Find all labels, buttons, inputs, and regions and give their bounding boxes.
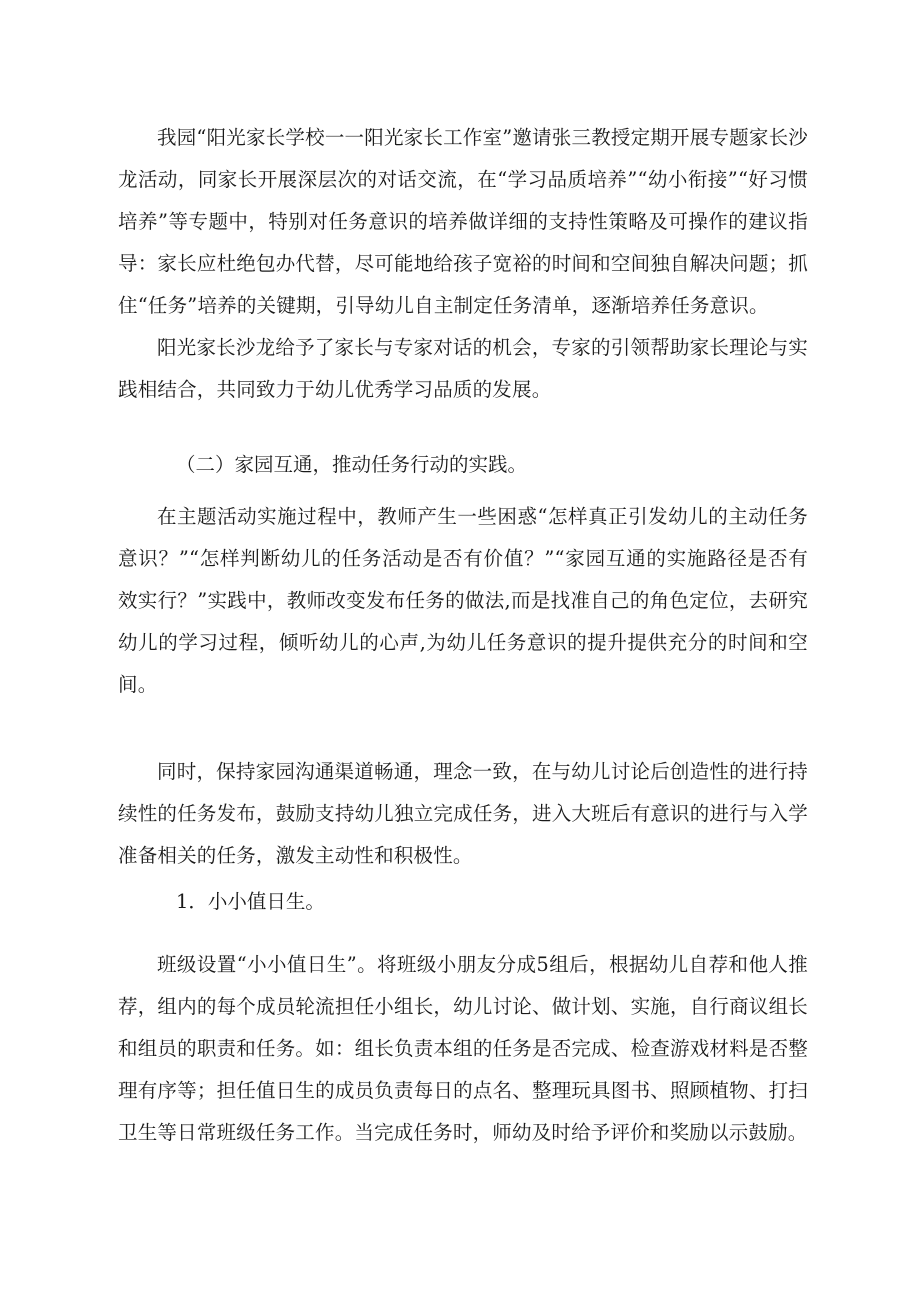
paragraph-teacher-practice: 在主题活动实施过程中，教师产生一些困惑“怎样真正引发幼儿的主动任务意识？”“怎样判断幼儿的任务活动是否有价值？”“家园互通的实施路径是否有效实行？”实践中，教师改变发布任务的做法,而是找准自己的角色定位，去研究幼儿的学习过程，倾听幼儿的心声,为幼儿任务意识的提升提供充分的时间和空间。 [118,505,808,696]
paragraph-communication: 同时，保持家园沟通渠道畅通，理念一致，在与幼儿讨论后创造性的进行持续性的任务发布，鼓励支持幼儿独立完成任务，进入大班后有意识的进行与入学准备相关的任务，激发主动性和积极性。 [118,760,808,867]
section-heading-home-school: （二）家园互通，推动任务行动的实践。 [176,453,528,476]
paragraph-salon-summary: 阳光家长沙龙给予了家长与专家对话的机会，专家的引领帮助家长理论与实践相结合，共同致力于幼儿优秀学习品质的发展。 [118,336,808,401]
subheading-little-duty: 1．小小值日生。 [176,890,325,913]
paragraph-parent-salon: 我园“阳光家长学校一一阳光家长工作室”邀请张三教授定期开展专题家长沙龙活动，同家长开展深层次的对话交流，在“学习品质培养”“幼小衔接”“好习惯培养”等专题中，特别对任务意识的培养做详细的支持性策略及可操作的建议指导：家长应杜绝包办代替，尽可能地给孩子宽裕的时间和空间独自解决问题；抓住“任务”培养的关键期，引导幼儿自主制定任务清单，逐渐培养任务意识。 [118,126,808,317]
paragraph-duty-arrangement: 班级设置“小小值日生”。将班级小朋友分成5组后，根据幼儿自荐和他人推荐，组内的每个成员轮流担任小组长，幼儿讨论、做计划、实施，自行商议组长和组员的职责和任务。如：组长负责本组的任务是否完成、检查游戏材料是否整理有序等；担任值日生的成员负责每日的点名、整理玩具图书、照顾植物、打扫卫生等日常班级任务工作。当完成任务时，师幼及时给予评价和奖励以示鼓励。 [118,953,808,1144]
